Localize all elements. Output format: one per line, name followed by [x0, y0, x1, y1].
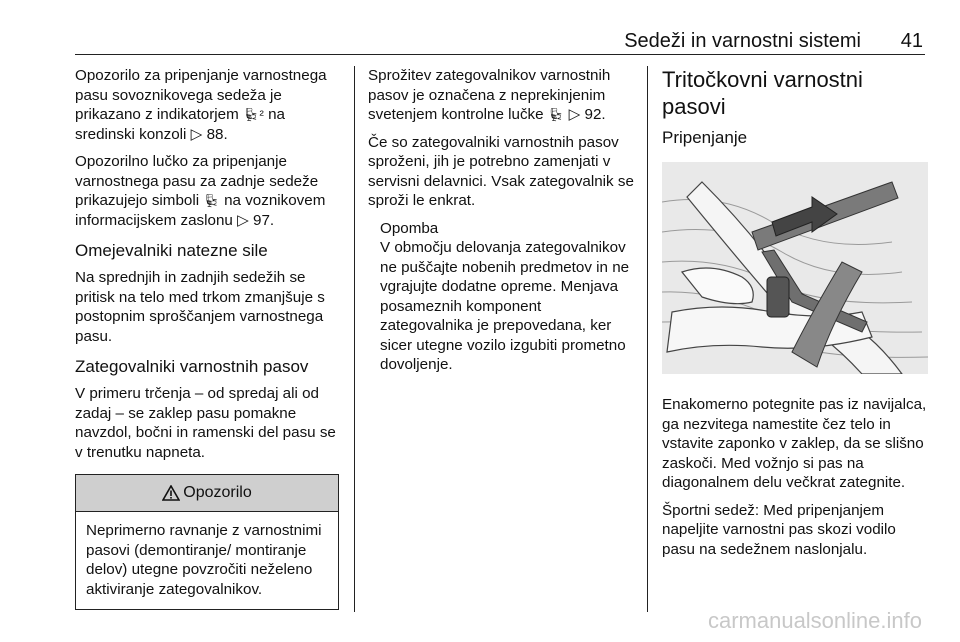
column-left [75, 66, 341, 610]
seatbelt-passenger-icon: 💺︎² [243, 107, 264, 122]
airbag-icon: 💺︎ [547, 107, 565, 122]
warning-box [75, 474, 339, 610]
column-middle [368, 66, 634, 383]
column-divider [354, 66, 355, 612]
warning-triangle-icon [162, 485, 180, 501]
seatbelt-fastening-illustration [662, 162, 928, 374]
paragraph: Na sprednjih in zadnjih sedežih se pritisk na telo med trkom zmanjšuje s postopnim sproščanjem varnostnega pasu. [75, 269, 325, 345]
column-divider [647, 66, 648, 612]
subsection-heading: Pripenjanje [662, 128, 748, 147]
chapter-heading: Tritočkovni varnostni pasovi [662, 67, 863, 119]
seatbelt-rear-icon: 💺︎ [203, 193, 220, 208]
paragraph: Opozorilo za pripenjanje varnostnega pasu sovoznikovega sedeža je prikazano z indikatorjem 💺︎² na sredinski konzoli ▷ 88. [75, 67, 327, 143]
section-heading: Omejevalniki natezne sile [75, 241, 268, 260]
page-header [75, 28, 925, 55]
note-text: V območju delovanja zategovalnikov ne puščajte nobenih predmetov in ne vgrajujte dodatne opreme. Menjava posameznih komponent zategovalnika je prepovedana, ker sicer utegne vozilo izgubiti prometno dovoljenje. [380, 239, 630, 373]
warning-header [76, 475, 338, 512]
note-title: Opomba [380, 219, 439, 237]
paragraph: Športni sedež: Med pripenjanjem napeljite varnostni pas skozi vodilo pasu na sedežnem naslonjalu. [662, 501, 896, 558]
paragraph: V primeru trčenja – od spredaj ali od zadaj – se zaklep pasu pomakne navzdol, bočni in ramenski del pasu se v trenutku napneta. [75, 385, 336, 461]
paragraph: Opozorilno lučko za pripenjanje varnostnega pasu za zadnje sedeže prikazujejo simboli 💺︎ na voznikovem informacijskem zaslonu ▷ 97. [75, 153, 326, 229]
page-reference-icon: ▷ [237, 211, 249, 229]
column-right [662, 66, 928, 567]
page-title: Sedeži in varnostni sistemi [624, 30, 861, 52]
paragraph: Sprožitev zategovalnikov varnostnih pasov je označena z neprekinjenim svetenjem kontrolne lučke 💺︎ ▷ 92. [368, 67, 611, 123]
page-number: 41 [900, 30, 923, 52]
paragraph: Če so zategovalniki varnostnih pasov sproženi, jih je potrebno zamenjati v servisni delavnici. Vsak zategovalnik se sproži le enkrat. [368, 133, 634, 209]
warning-title: Opozorilo [183, 484, 252, 501]
note-block [368, 219, 634, 375]
page-reference-icon: ▷ [568, 106, 581, 123]
warning-text: Neprimerno ravnanje z varnostnimi pasovi (demontiranje/ montiranje delov) utegne povzročiti neželeno aktiviranje zategovalnikov. [86, 522, 322, 598]
paragraph: Enakomerno potegnite pas iz navijalca, ga nezvitega namestite čez telo in vstavite zaponko v zaklep, da se slišno zaskoči. Med vožnjo si pas na diagonalnem delu večkrat zategnite. [662, 396, 927, 491]
watermark-text: carmanualsonline.info [707, 608, 922, 633]
page-reference-icon: ▷ [190, 125, 203, 143]
section-heading: Zategovalniki varnostnih pasov [75, 357, 309, 376]
